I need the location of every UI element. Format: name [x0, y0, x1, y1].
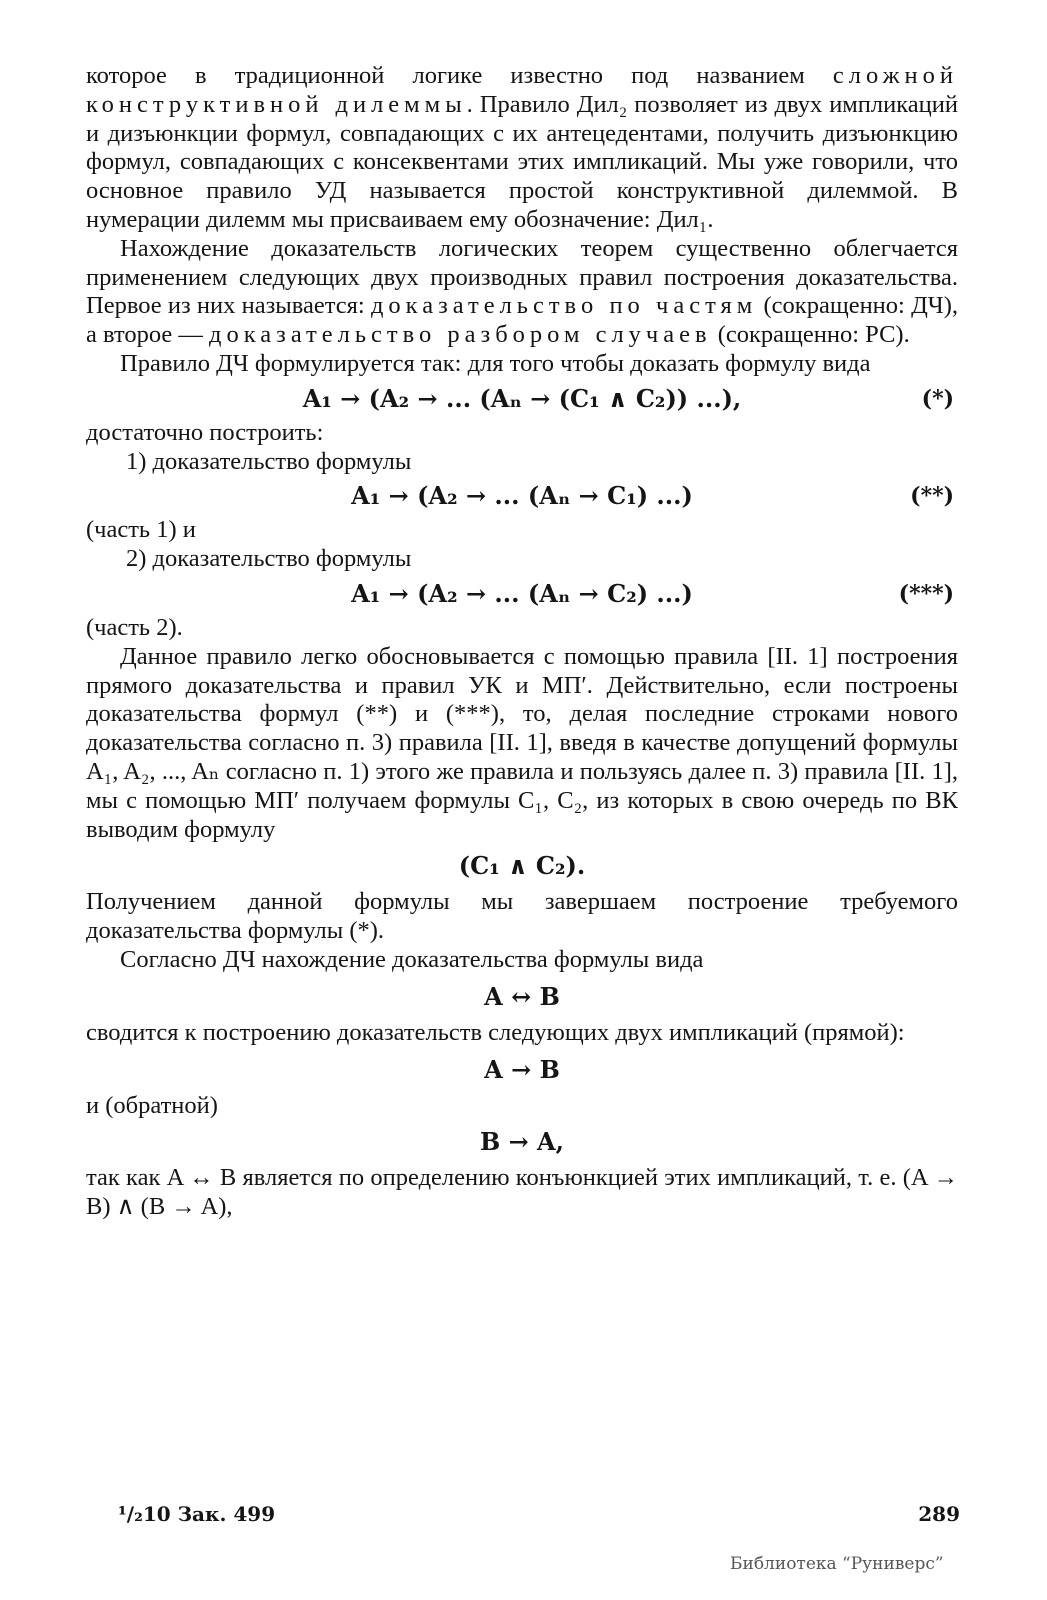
paragraph-part2: (часть 2). — [86, 613, 183, 641]
formula-triple-star — [86, 574, 958, 614]
printer-signature: ¹/₂10 Зак. 499 — [118, 1502, 276, 1526]
paragraph-rule-dch: Правило ДЧ формулируется так: для того чтобы доказать формулу вида — [120, 349, 871, 377]
paragraph-derived-rules — [86, 235, 958, 350]
formula-conjunction — [86, 844, 958, 888]
text-run: (сокращенно: РС). — [711, 321, 910, 349]
paragraph-part1: (часть 1) и — [86, 516, 196, 544]
text-run: Нахождение доказательств логических теорем существенно облегчается применением следующих двух производных правил построения доказательства. Первое из них называется: — [86, 234, 958, 320]
spaced-term: доказательство по частям — [370, 292, 758, 320]
library-credit: Библиотека “Руниверс” — [730, 1554, 944, 1574]
paragraph-equivalence: Согласно ДЧ нахождение доказательства формулы вида — [120, 945, 704, 973]
list-item-2: 2) доказательство формулы — [126, 545, 412, 573]
formula-expression: B → A, — [479, 1127, 565, 1157]
formula-tag: (**) — [910, 483, 954, 510]
spaced-term: сложной конструктивной дилеммы — [86, 62, 958, 118]
paragraph-sufficient: достаточно построить: — [86, 418, 324, 446]
text-run: . Правило Дил₂ позволяет из двух импликаций и дизъюнкции формул, совпадающих с их антецедентами, получить дизъюнкцию формул, совпадающих с консеквентами этих импликаций. Мы уже говорили, что основное правило УД называется простой конструктивной дилеммой. В нумерации дилемм мы присваиваем ему обозначение: Дил₁. — [86, 90, 958, 233]
page-body — [86, 62, 958, 1222]
formula-expression: A → B — [484, 1054, 560, 1084]
formula-double-star — [86, 476, 958, 516]
formula-tag: (*) — [921, 385, 954, 412]
text-run: которое в традиционной логике известно под названием — [86, 62, 833, 89]
paragraph-definition: так как A ↔ B является по определению конъюнкцией этих импликаций, т. е. (A → B) ∧ (B → A), — [86, 1164, 958, 1221]
formula-expression: A₁ → (A₂ → ... (Aₙ → C₁) ...) — [351, 481, 693, 511]
text-run: (сокращенно: ДЧ), а второе — — [86, 292, 959, 349]
spaced-term: доказательство разбором случаев — [209, 321, 712, 349]
paragraph-dilemma — [86, 62, 958, 235]
paragraph-reduces: сводится к построению доказательств следующих двух импликаций (прямой): — [86, 1018, 905, 1046]
formula-equivalence — [86, 975, 958, 1019]
formula-expression: A₁ → (A₂ → ... (Aₙ → (C₁ ∧ C₂)) ...), — [302, 383, 742, 413]
formula-tag: (***) — [898, 580, 954, 607]
formula-direct — [86, 1048, 958, 1092]
list-item-1: 1) доказательство формулы — [126, 447, 412, 475]
page-number: 289 — [918, 1502, 960, 1526]
paragraph-converse: и (обратной) — [86, 1091, 218, 1119]
formula-expression: A ↔ B — [484, 981, 560, 1011]
paragraph-completion: Получением данной формулы мы завершаем построение требуемого доказательства формулы (*). — [86, 888, 958, 945]
formula-star — [86, 379, 958, 419]
formula-converse — [86, 1120, 958, 1164]
formula-expression: A₁ → (A₂ → ... (Aₙ → C₂) ...) — [351, 578, 693, 608]
formula-expression: (C₁ ∧ C₂). — [458, 851, 586, 881]
paragraph-justification: Данное правило легко обосновывается с помощью правила [II. 1] построения прямого доказательства и правил УК и МП′. Действительно, если построены доказательства формул (**) и (***), то, делая последние строками нового доказательства согласно п. 3) правила [II. 1], введя в качестве допущений формулы A₁, A₂, ..., Aₙ согласно п. 1) этого же правила и пользуясь далее п. 3) правила [II. 1], мы с помощью МП′ получаем формулы C₁, C₂, из которых в свою очередь по ВК выводим формулу — [86, 642, 958, 843]
